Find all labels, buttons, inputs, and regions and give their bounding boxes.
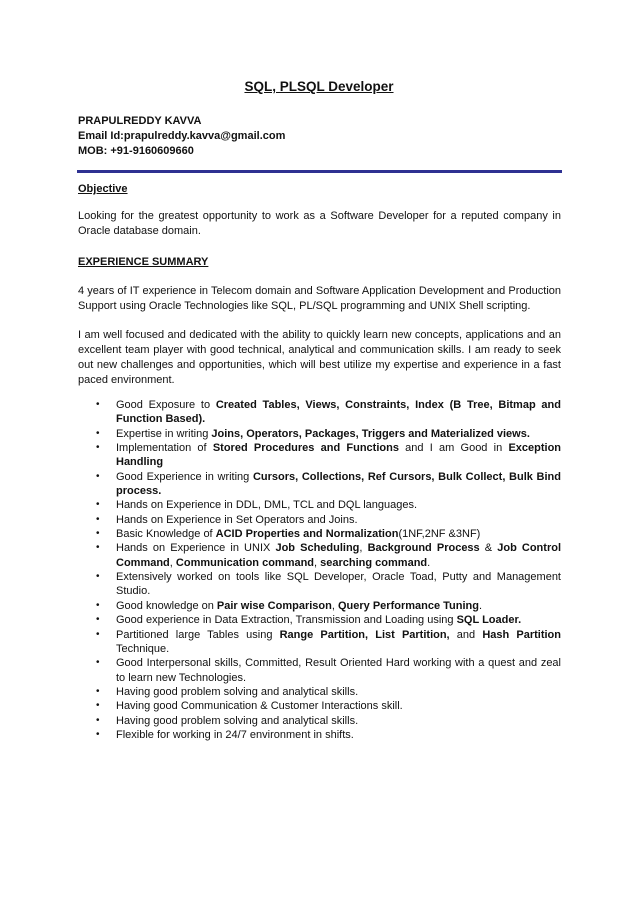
- bullet-dot-icon: •: [96, 513, 100, 525]
- bullet-text: ,: [314, 556, 321, 569]
- skill-bullet-item: [96, 427, 561, 441]
- bullet-dot-icon: •: [96, 728, 100, 740]
- header-divider: [77, 170, 562, 173]
- objective-heading: Objective: [78, 183, 128, 195]
- bullet-text: Expertise in writing: [116, 427, 212, 440]
- bullet-bold-text: Stored Procedures and Functions: [212, 442, 399, 455]
- bullet-text: Hands on Experience in UNIX: [116, 542, 276, 555]
- bullet-dot-icon: •: [96, 657, 100, 669]
- bullet-text: Good knowledge on: [116, 599, 217, 612]
- bullet-bold-text: Job Control Command: [116, 542, 561, 569]
- bullet-text: Basic Knowledge of: [116, 528, 216, 541]
- skill-bullet-item: [96, 527, 561, 541]
- experience-paragraph-1: 4 years of IT experience in Telecom domain and Software Application Development and Production Support using Oracle Technologies like SQL, PL/SQL programming and UNIX Shell scripting.: [78, 285, 561, 312]
- bullet-dot-icon: •: [96, 542, 100, 554]
- bullet-text: and: [449, 628, 483, 641]
- skill-bullet-item: [96, 470, 561, 499]
- bullet-dot-icon: •: [96, 685, 100, 697]
- experience-summary-section: [78, 255, 561, 388]
- skill-bullet-item: [96, 498, 561, 512]
- bullet-bold-text: Background Process: [367, 542, 480, 555]
- bullet-text: ,: [359, 542, 368, 555]
- bullet-bold-text: ACID Properties and Normalization: [215, 528, 399, 541]
- objective-section: [78, 182, 561, 239]
- bullet-text: Implementation of: [116, 442, 213, 455]
- bullet-text: Having good problem solving and analytical skills.: [116, 685, 359, 698]
- bullet-dot-icon: •: [96, 614, 100, 626]
- candidate-name: PRAPULREDDY KAVVA: [78, 115, 202, 127]
- page-title: SQL, PLSQL Developer: [244, 79, 394, 94]
- email-line: Email Id:prapulreddy.kavva@gmail.com: [78, 130, 286, 142]
- bullet-dot-icon: •: [96, 499, 100, 511]
- bullet-dot-icon: •: [96, 470, 100, 482]
- bullet-text: Good experience in Data Extraction, Transmission and Loading using: [116, 614, 457, 627]
- bullet-bold-text: Cursors, Collections, Ref Cursors, Bulk Collect, Bulk Bind process.: [116, 470, 561, 498]
- bullet-bold-text: searching command: [320, 556, 428, 569]
- bullet-bold-text: Job Scheduling: [275, 542, 360, 555]
- bullet-text: Partitioned large Tables using: [116, 628, 280, 641]
- skill-bullet-item: [96, 613, 561, 627]
- skill-bullet-item: [96, 628, 561, 657]
- bullet-bold-text: Created Tables, Views, Constraints, Index (B Tree, Bitmap and Function Based).: [116, 399, 561, 426]
- bullet-bold-text: Exception Handling: [116, 442, 562, 469]
- skill-bullet-item: [96, 441, 561, 470]
- bullet-text: Flexible for working in 24/7 environment in shifts.: [116, 728, 354, 741]
- experience-paragraph-2: I am well focused and dedicated with the ability to quickly learn new concepts, applications and an excellent team player with good technical, analytical and communication skills. I am ready to seek out new challenges and opportunities, which will best utilize my expertise and experience in a fast paced environment.: [78, 329, 561, 386]
- bullet-dot-icon: •: [96, 442, 100, 454]
- skill-bullet-item: [96, 656, 561, 685]
- bullet-text: Good Exposure to: [116, 399, 216, 411]
- skill-bullet-item: [96, 570, 561, 599]
- bullet-text: Extensively worked on tools like SQL Developer, Oracle Toad, Putty and Management Studio.: [116, 571, 561, 598]
- skill-bullet-item: [96, 541, 561, 570]
- objective-text: Looking for the greatest opportunity to work as a Software Developer for a reputed company in Oracle database domain.: [78, 210, 561, 237]
- bullet-bold-text: SQL Loader.: [456, 614, 522, 627]
- bullet-bold-text: Hash Partition: [482, 628, 561, 641]
- skill-bullet-item: [96, 599, 561, 613]
- bullet-dot-icon: •: [96, 571, 100, 583]
- skill-bullet-item: [96, 699, 561, 713]
- bullet-text: Having good problem solving and analytical skills.: [116, 714, 359, 727]
- bullet-text: .: [427, 556, 431, 569]
- bullet-dot-icon: •: [96, 628, 100, 640]
- skill-bullet-item: [96, 685, 561, 699]
- bullet-bold-text: Range Partition, List Partition,: [279, 628, 450, 641]
- bullet-bold-text: Pair wise Comparison: [216, 599, 332, 612]
- bullet-text: Good Interpersonal skills, Committed, Result Oriented Hard working with a quest and zeal to learn new Technologies.: [116, 657, 561, 684]
- experience-summary-heading: EXPERIENCE SUMMARY: [78, 256, 209, 268]
- mobile-line: MOB: +91-9160609660: [78, 145, 194, 157]
- skill-bullet-item: [96, 714, 561, 728]
- bullet-text: ,: [169, 556, 176, 569]
- bullet-text: Hands on Experience in Set Operators and Joins.: [116, 513, 358, 526]
- skill-bullet-item: [96, 398, 561, 427]
- skill-bullet-item: [96, 728, 561, 742]
- bullet-dot-icon: •: [96, 700, 100, 712]
- bullet-text: &: [479, 542, 498, 555]
- bullet-text: Hands on Experience in DDL, DML, TCL and DQL languages.: [116, 499, 418, 512]
- bullet-dot-icon: •: [96, 599, 100, 611]
- bullet-dot-icon: •: [96, 427, 100, 439]
- bullet-text: and I am Good in: [398, 442, 509, 455]
- skill-bullet-item: [96, 513, 561, 527]
- bullet-text: (1NF,2NF &3NF): [398, 528, 481, 541]
- bullet-dot-icon: •: [96, 714, 100, 726]
- bullet-dot-icon: •: [96, 528, 100, 540]
- bullet-bold-text: Query Performance Tuning: [337, 599, 479, 612]
- bullet-text: Having good Communication & Customer Interactions skill.: [116, 700, 403, 713]
- bullet-dot-icon: •: [96, 399, 100, 410]
- skills-bullet-list: [96, 398, 561, 742]
- contact-block: [78, 114, 285, 159]
- bullet-text: Technique.: [116, 642, 170, 655]
- bullet-text: ,: [331, 599, 338, 612]
- bullet-bold-text: Joins, Operators, Packages, Triggers and Materialized views.: [211, 427, 530, 440]
- bullet-text: Good Experience in writing: [116, 470, 253, 483]
- bullet-text: .: [478, 599, 483, 612]
- bullet-bold-text: Communication command: [175, 556, 315, 569]
